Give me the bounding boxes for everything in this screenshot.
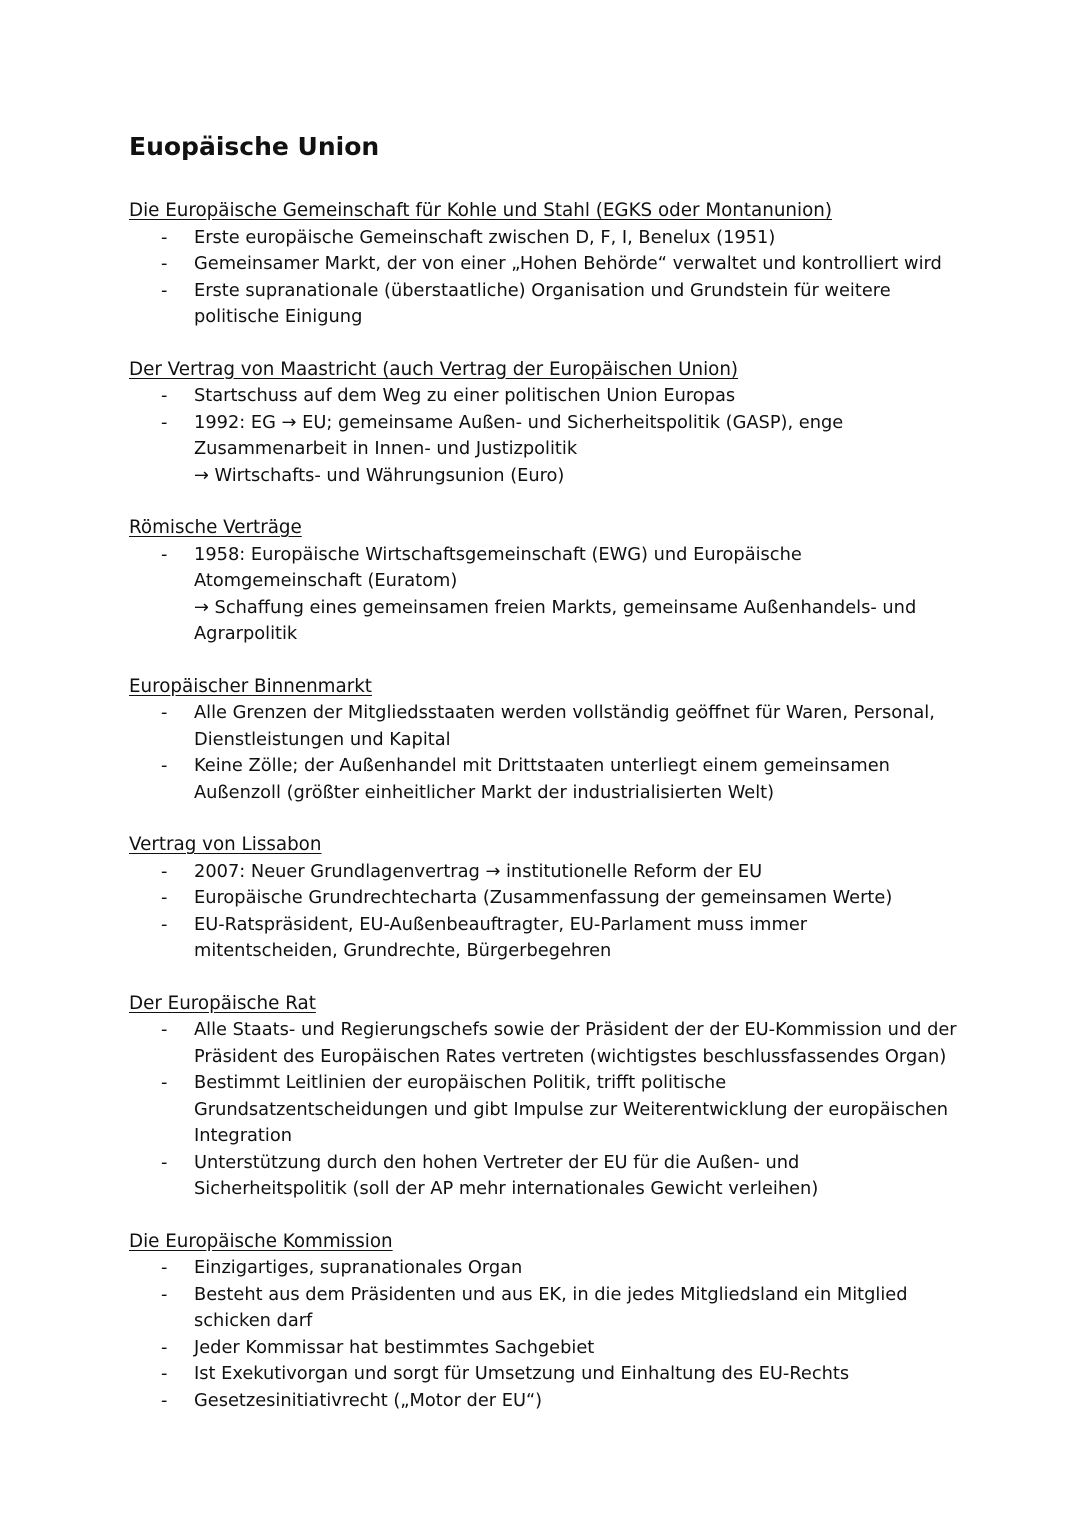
list-item (129, 251, 1020, 278)
section-heading: Europäischer Binnenmarkt (129, 675, 372, 697)
list-item (129, 1017, 1020, 1070)
dash-bullet-icon: - (161, 755, 168, 776)
list-item (129, 885, 1020, 912)
list-item (129, 1335, 1020, 1362)
item-text-line: Startschuss auf dem Weg zu einer politischen Union Europas (194, 385, 736, 406)
list-item (129, 1282, 1020, 1335)
dash-bullet-icon: - (161, 887, 168, 908)
section (129, 674, 1020, 807)
item-text-line: Atomgemeinschaft (Euratom) (194, 570, 458, 591)
dash-bullet-icon: - (161, 1151, 168, 1173)
item-text-line: Sicherheitspolitik (soll der AP mehr internationales Gewicht verleihen) (194, 1178, 819, 1199)
item-text-line: Einzigartiges, supranationales Organ (194, 1257, 523, 1278)
bullet-list (129, 542, 1020, 648)
section (129, 198, 1020, 331)
list-item (129, 700, 1020, 753)
list-item (129, 859, 1020, 886)
dash-bullet-icon: - (161, 1389, 168, 1411)
section-heading: Die Europäische Kommission (129, 1230, 393, 1252)
item-text-line: Präsident des Europäischen Rates vertreten (wichtigstes beschlussfassendes Organ) (194, 1045, 947, 1067)
item-text-line: 2007: Neuer Grundlagenvertrag → institutionelle Reform der EU (194, 860, 763, 882)
item-text-line: EU-Ratspräsident, EU-Außenbeauftragter, EU-Parlament muss immer (194, 913, 808, 935)
item-text-line: Außenzoll (größter einheitlicher Markt der industrialisierten Welt) (194, 781, 775, 803)
list-item (129, 1150, 1020, 1203)
list-item (129, 1255, 1020, 1282)
item-text-line: Erste europäische Gemeinschaft zwischen D, F, I, Benelux (1951) (194, 226, 776, 248)
bullet-list (129, 859, 1020, 965)
section-heading: Der Europäische Rat (129, 992, 316, 1014)
dash-bullet-icon: - (161, 702, 168, 723)
section-heading: Der Vertrag von Maastricht (auch Vertrag der Europäischen Union) (129, 358, 739, 380)
list-item (129, 753, 1020, 806)
item-text-line: Gesetzesinitiativrecht („Motor der EU“) (194, 1389, 543, 1411)
dash-bullet-icon: - (161, 1283, 168, 1305)
item-text-line: 1958: Europäische Wirtschaftsgemeinschaft (EWG) und Europäische (194, 543, 802, 565)
section (129, 357, 1020, 490)
item-text-line: Gemeinsamer Markt, der von einer „Hohen Behörde“ verwaltet und kontrolliert wird (194, 253, 942, 274)
section (129, 515, 1020, 648)
item-text-line: Grundsatzentscheidungen und gibt Impulse zur Weiterentwicklung der europäischen (194, 1098, 949, 1120)
item-text-line: Besteht aus dem Präsidenten und aus EK, in die jedes Mitgliedsland ein Mitglied (194, 1283, 908, 1305)
bullet-list (129, 225, 1020, 331)
item-text-line: Erste supranationale (überstaatliche) Organisation und Grundstein für weitere (194, 279, 891, 301)
item-text-line: → Wirtschafts- und Währungsunion (Euro) (194, 464, 565, 486)
list-item (129, 410, 1020, 490)
list-item (129, 1070, 1020, 1150)
section-heading: Vertrag von Lissabon (129, 834, 322, 855)
item-text-line: mitentscheiden, Grundrechte, Bürgerbegehren (194, 940, 612, 961)
section (129, 1229, 1020, 1415)
section-heading: Römische Verträge (129, 517, 302, 538)
dash-bullet-icon: - (161, 1336, 168, 1358)
dash-bullet-icon: - (161, 226, 168, 248)
dash-bullet-icon: - (161, 411, 168, 433)
dash-bullet-icon: - (161, 913, 168, 935)
item-text-line: Alle Grenzen der Mitgliedsstaaten werden vollständig geöffnet für Waren, Personal, (194, 702, 935, 723)
bullet-list (129, 383, 1020, 489)
dash-bullet-icon: - (161, 1072, 168, 1093)
dash-bullet-icon: - (161, 543, 168, 565)
dash-bullet-icon: - (161, 1019, 168, 1040)
list-item (129, 225, 1020, 252)
list-item (129, 1388, 1020, 1415)
dash-bullet-icon: - (161, 1257, 168, 1278)
sections-container (129, 198, 1020, 1414)
item-text-line: Europäische Grundrechtecharta (Zusammenfassung der gemeinsamen Werte) (194, 887, 893, 908)
list-item (129, 278, 1020, 331)
dash-bullet-icon: - (161, 1363, 168, 1384)
list-item (129, 383, 1020, 410)
dash-bullet-icon: - (161, 253, 168, 274)
item-text-line: Integration (194, 1125, 292, 1146)
item-text-line: Dienstleistungen und Kapital (194, 728, 451, 750)
item-text-line: → Schaffung eines gemeinsamen freien Markts, gemeinsame Außenhandels- und (194, 596, 917, 618)
list-item (129, 542, 1020, 648)
dash-bullet-icon: - (161, 385, 168, 406)
section (129, 832, 1020, 965)
section (129, 991, 1020, 1203)
dash-bullet-icon: - (161, 279, 168, 301)
section-heading: Die Europäische Gemeinschaft für Kohle und Stahl (EGKS oder Montanunion) (129, 200, 832, 221)
item-text-line: Agrarpolitik (194, 623, 298, 644)
dash-bullet-icon: - (161, 860, 168, 882)
bullet-list (129, 1255, 1020, 1414)
bullet-list (129, 700, 1020, 806)
item-text-line: schicken darf (194, 1310, 313, 1331)
item-text-line: Unterstützung durch den hohen Vertreter der EU für die Außen- und (194, 1151, 800, 1173)
item-text-line: Ist Exekutivorgan und sorgt für Umsetzung und Einhaltung des EU-Rechts (194, 1363, 850, 1384)
item-text-line: Zusammenarbeit in Innen- und Justizpolitik (194, 438, 578, 459)
item-text-line: 1992: EG → EU; gemeinsame Außen- und Sicherheitspolitik (GASP), enge (194, 411, 844, 433)
page-title: Euopäische Union (129, 132, 380, 161)
item-text-line: Keine Zölle; der Außenhandel mit Drittstaaten unterliegt einem gemeinsamen (194, 755, 890, 776)
item-text-line: Jeder Kommissar hat bestimmtes Sachgebiet (194, 1336, 595, 1358)
item-text-line: Alle Staats- und Regierungschefs sowie der Präsident der der EU-Kommission und der (194, 1019, 957, 1040)
list-item (129, 1361, 1020, 1388)
item-text-line: Bestimmt Leitlinien der europäischen Politik, trifft politische (194, 1072, 727, 1093)
list-item (129, 912, 1020, 965)
bullet-list (129, 1017, 1020, 1203)
item-text-line: politische Einigung (194, 306, 363, 327)
